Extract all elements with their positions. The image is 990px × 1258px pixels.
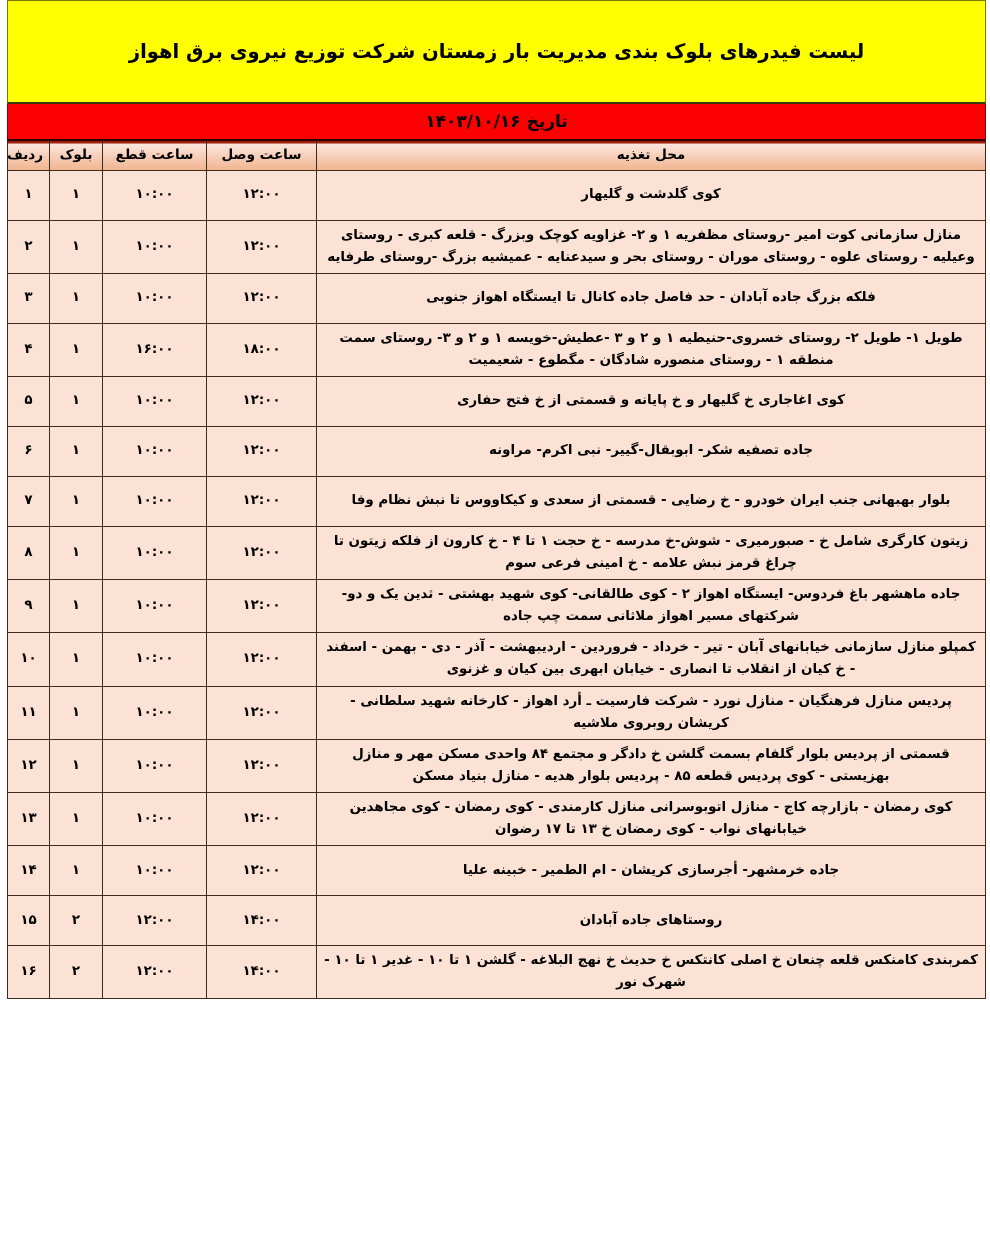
cell-block: ۱ <box>50 426 103 476</box>
cell-cut-time: ۱۶:۰۰ <box>103 323 207 376</box>
table-header-row <box>8 141 986 170</box>
cell-cut-time: ۱۲:۰۰ <box>103 896 207 946</box>
cell-row-number: ۲ <box>8 220 50 273</box>
table-row <box>8 220 986 273</box>
cell-row-number: ۴ <box>8 323 50 376</box>
cell-location: قسمتی از پردیس بلوار گلفام بسمت گلشن خ دادگر و مجتمع ۸۴ واحدی مسکن مهر و منازل بهزیستی - کوی پردیس قطعه ۸۵ - پردیس بلوار هدیه - منازل بنیاد مسکن <box>317 739 986 792</box>
cell-row-number: ۱ <box>8 170 50 220</box>
cell-block: ۱ <box>50 220 103 273</box>
cell-cut-time: ۱۰:۰۰ <box>103 273 207 323</box>
schedule-date: تاریخ ۱۴۰۳/۱۰/۱۶ <box>425 111 568 132</box>
cell-location: منازل سازمانی کوت امیر -روستای مظفریه ۱ و ۲- غزاویه کوچک وبزرگ - قلعه کبری - روستای وعیلیه - روستای علوه - روستای موران - روستای بحر و سیدعنایه - عمیشیه بزرگ -روستای طرفایه <box>317 220 986 273</box>
cell-location: کوی اغاجاری خ گلیهار و خ پایانه و قسمتی از خ فتح حفاری <box>317 376 986 426</box>
cell-row-number: ۱۱ <box>8 686 50 739</box>
column-header-restore-time: ساعت وصل <box>207 141 317 170</box>
table-header <box>8 141 986 170</box>
cell-restore-time: ۱۴:۰۰ <box>207 946 317 999</box>
cell-row-number: ۹ <box>8 580 50 633</box>
table-body <box>8 170 986 999</box>
cell-location: کمپلو منازل سازمانی خیابانهای آبان - تیر - خرداد - فروردین - اردیبهشت - آذر - دی - بهمن - اسفند - خ کیان از انقلاب تا انصاری - خیابان ابهری بین کیان و غزنوی <box>317 633 986 686</box>
cell-cut-time: ۱۰:۰۰ <box>103 476 207 526</box>
schedule-table <box>7 141 986 999</box>
cell-block: ۱ <box>50 739 103 792</box>
cell-location: کمربندی کامنکس قلعه چنعان خ اصلی کانتکس خ حدیث خ نهج البلاغه - گلشن ۱ تا ۱۰ - غدیر ۱ تا ۱۰ - شهرک نور <box>317 946 986 999</box>
cell-block: ۱ <box>50 793 103 846</box>
table-row <box>8 686 986 739</box>
cell-cut-time: ۱۰:۰۰ <box>103 633 207 686</box>
cell-restore-time: ۱۲:۰۰ <box>207 739 317 792</box>
cell-cut-time: ۱۰:۰۰ <box>103 170 207 220</box>
cell-block: ۱ <box>50 846 103 896</box>
table-row <box>8 793 986 846</box>
cell-cut-time: ۱۰:۰۰ <box>103 846 207 896</box>
cell-cut-time: ۱۰:۰۰ <box>103 686 207 739</box>
cell-restore-time: ۱۸:۰۰ <box>207 323 317 376</box>
cell-block: ۱ <box>50 323 103 376</box>
cell-block: ۱ <box>50 273 103 323</box>
table-row <box>8 896 986 946</box>
column-header-location: محل تغذیه <box>317 141 986 170</box>
table-row <box>8 476 986 526</box>
table-row <box>8 946 986 999</box>
cell-restore-time: ۱۲:۰۰ <box>207 686 317 739</box>
cell-block: ۱ <box>50 170 103 220</box>
cell-row-number: ۱۲ <box>8 739 50 792</box>
table-row <box>8 633 986 686</box>
cell-row-number: ۱۵ <box>8 896 50 946</box>
cell-restore-time: ۱۲:۰۰ <box>207 170 317 220</box>
cell-cut-time: ۱۲:۰۰ <box>103 946 207 999</box>
cell-row-number: ۱۳ <box>8 793 50 846</box>
cell-row-number: ۳ <box>8 273 50 323</box>
cell-location: جاده تصفیه شکر- ابوبقال-گییر- نبی اکرم- مراونه <box>317 426 986 476</box>
cell-restore-time: ۱۲:۰۰ <box>207 376 317 426</box>
cell-row-number: ۸ <box>8 526 50 579</box>
table-row <box>8 170 986 220</box>
column-header-row-number: ردیف <box>8 141 50 170</box>
cell-cut-time: ۱۰:۰۰ <box>103 793 207 846</box>
cell-location: روستاهای جاده آبادان <box>317 896 986 946</box>
cell-row-number: ۵ <box>8 376 50 426</box>
cell-location: زیتون کارگری شامل خ - صبورمیری - شوش-خ مدرسه - خ حجت ۱ تا ۴ - خ کارون از فلکه زیتون تا چراغ قرمز نبش علامه - خ امینی فرعی سوم <box>317 526 986 579</box>
cell-block: ۱ <box>50 633 103 686</box>
cell-block: ۲ <box>50 946 103 999</box>
cell-restore-time: ۱۲:۰۰ <box>207 476 317 526</box>
cell-block: ۱ <box>50 526 103 579</box>
cell-cut-time: ۱۰:۰۰ <box>103 426 207 476</box>
cell-block: ۱ <box>50 580 103 633</box>
cell-cut-time: ۱۰:۰۰ <box>103 220 207 273</box>
table-row <box>8 739 986 792</box>
cell-location: پردیس منازل فرهنگیان - منازل نورد - شرکت فارسیت ـ أرد اهواز - کارخانه شهید سلطانی - کریشان روبروی ملاشیه <box>317 686 986 739</box>
cell-location: طویل ۱- طویل ۲- روستای خسروی-حنیطیه ۱ و ۲ و ۳ -عطیش-خویسه ۱ و ۲ و ۳- روستای سمت منطقه ۱ - روستای منصوره شادگان - مگطوع - شعیمیت <box>317 323 986 376</box>
table-row <box>8 323 986 376</box>
cell-row-number: ۷ <box>8 476 50 526</box>
date-bar <box>7 104 986 141</box>
cell-row-number: ۱۰ <box>8 633 50 686</box>
cell-row-number: ۱۴ <box>8 846 50 896</box>
cell-restore-time: ۱۲:۰۰ <box>207 273 317 323</box>
table-row <box>8 273 986 323</box>
table-row <box>8 376 986 426</box>
cell-restore-time: ۱۲:۰۰ <box>207 426 317 476</box>
cell-restore-time: ۱۲:۰۰ <box>207 793 317 846</box>
table-row <box>8 426 986 476</box>
cell-block: ۲ <box>50 896 103 946</box>
cell-cut-time: ۱۰:۰۰ <box>103 739 207 792</box>
cell-restore-time: ۱۲:۰۰ <box>207 526 317 579</box>
column-header-cut-time: ساعت قطع <box>103 141 207 170</box>
cell-restore-time: ۱۴:۰۰ <box>207 896 317 946</box>
cell-restore-time: ۱۲:۰۰ <box>207 580 317 633</box>
cell-location: کوی رمضان - بازارچه کاج - منازل اتوبوسرانی منازل کارمندی - کوی رمضان - کوی مجاهدین خیابانهای نواب - کوی رمضان خ ۱۳ تا ۱۷ رضوان <box>317 793 986 846</box>
schedule-table-wrap <box>7 141 986 1258</box>
page-title: لیست فیدرهای بلوک بندی مدیریت بار زمستان شرکت توزیع نیروی برق اهواز <box>128 39 865 63</box>
cell-location: بلوار بهبهانی جنب ایران خودرو - خ رضایی - قسمتی از سعدی و کیکاووس تا نبش نظام وفا <box>317 476 986 526</box>
cell-block: ۱ <box>50 476 103 526</box>
table-row <box>8 846 986 896</box>
table-row <box>8 580 986 633</box>
cell-restore-time: ۱۲:۰۰ <box>207 633 317 686</box>
title-banner <box>7 0 986 104</box>
cell-restore-time: ۱۲:۰۰ <box>207 220 317 273</box>
column-header-block: بلوک <box>50 141 103 170</box>
cell-location: جاده خرمشهر- أجرسازی کریشان - ام الطمیر - خبینه علیا <box>317 846 986 896</box>
cell-location: جاده ماهشهر باغ فردوس- ایستگاه اهواز ۲ - کوی طالقانی- کوی شهید بهشتی - ثدین یک و دو- شرکتهای مسیر اهواز ملاثانی سمت چپ جاده <box>317 580 986 633</box>
cell-block: ۱ <box>50 376 103 426</box>
cell-location: فلکه بزرگ جاده آبادان - حد فاصل جاده کانال تا ایستگاه اهواز جنوبی <box>317 273 986 323</box>
cell-cut-time: ۱۰:۰۰ <box>103 580 207 633</box>
cell-restore-time: ۱۲:۰۰ <box>207 846 317 896</box>
cell-cut-time: ۱۰:۰۰ <box>103 526 207 579</box>
cell-cut-time: ۱۰:۰۰ <box>103 376 207 426</box>
cell-row-number: ۶ <box>8 426 50 476</box>
cell-row-number: ۱۶ <box>8 946 50 999</box>
cell-location: کوی گلدشت و گلیهار <box>317 170 986 220</box>
cell-block: ۱ <box>50 686 103 739</box>
table-row <box>8 526 986 579</box>
